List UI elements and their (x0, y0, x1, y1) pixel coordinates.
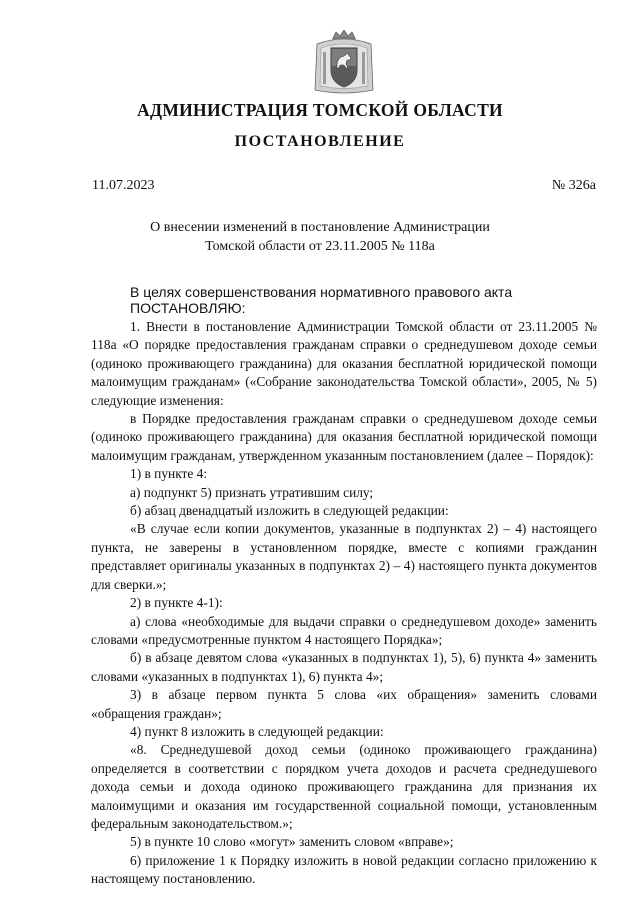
subject-line: Томской области от 23.11.2005 № 118а (205, 239, 435, 254)
preamble (130, 284, 512, 316)
body-paragraph: 1) в пункте 4: (130, 466, 208, 482)
body-paragraph: «В случае если копии документов, указанные в подпунктах 2) – 4) настоящего пункта, не заверены в установленном порядке, вместе с копиями гражданин представляет оригиналы указанных в подпунктах 2) – 4) настоящего пункта документов для сверки.»; (91, 521, 597, 592)
resolution-keyword: ПОСТАНОВЛЯЮ: (130, 300, 246, 316)
body-paragraph: 3) в абзаце первом пункта 5 слова «их обращения» заменить словами «обращения граждан»; (91, 687, 597, 721)
body-paragraph: в Порядке предоставления гражданам справки о среднедушевом доходе семьи (одиноко проживающего гражданина) для оказания бесплатной юридической помощи малоимущим гражданам, утвержденном указанным постановлением (далее – Порядок): (91, 411, 597, 463)
body-paragraph: 4) пункт 8 изложить в следующей редакции: (130, 723, 384, 739)
body-paragraph: а) слова «необходимые для выдачи справки о среднедушевом доходе» заменить словами «предусмотренные пунктом 4 настоящего Порядка»; (91, 613, 597, 647)
document-number: № 326а (551, 178, 596, 193)
preamble-line: В целях совершенствования нормативного правового акта (130, 284, 513, 300)
body-paragraph: «8. Среднедушевой доход семьи (одиноко проживающего гражданина) определяется в соответствии с порядком учета доходов и расчета среднедушевого дохода семьи и дохода одиноко проживающего гражданина для признания их малоимущими и оказания им государственной социальной помощи, установленным федеральным законодательством.»; (91, 742, 597, 831)
body-paragraph: 6) приложение 1 к Порядку изложить в новой редакции согласно приложению к настоящему постановлению. (91, 852, 597, 887)
tomsk-region-coat-of-arms-icon (313, 30, 375, 96)
body-paragraph: б) абзац двенадцатый изложить в следующей редакции: (130, 503, 449, 519)
body-paragraph: б) в абзаце девятом слова «указанных в подпунктах 1), 5), 6) пункта 4» заменить словами «указанных в подпунктах 1), 6) пункта 4»; (91, 650, 597, 684)
body-paragraph: 1. Внести в постановление Администрации Томской области от 23.11.2005 № 118а «О порядке предоставления гражданам справки о среднедушевом доходе семьи (одиноко проживающего гражданина) для оказания бесплатной юридической помощи малоимущим гражданам» («Собрание законодательства Томской области», 2005, № 5) следующие изменения: (91, 319, 597, 408)
document-subject (0, 218, 640, 256)
body-paragraph: а) подпункт 5) признать утратившим силу; (130, 484, 374, 500)
body-paragraph: 2) в пункте 4-1): (130, 595, 223, 611)
subject-line: О внесении изменений в постановление Администрации (150, 220, 490, 235)
document-type-title: ПОСТАНОВЛЕНИЕ (234, 133, 406, 150)
document-body (91, 318, 597, 889)
body-paragraph: 5) в пункте 10 слово «могут» заменить словом «вправе»; (130, 834, 454, 850)
document-date: 11.07.2023 (92, 178, 155, 193)
organization-title: АДМИНИСТРАЦИЯ ТОМСКОЙ ОБЛАСТИ (137, 100, 503, 120)
